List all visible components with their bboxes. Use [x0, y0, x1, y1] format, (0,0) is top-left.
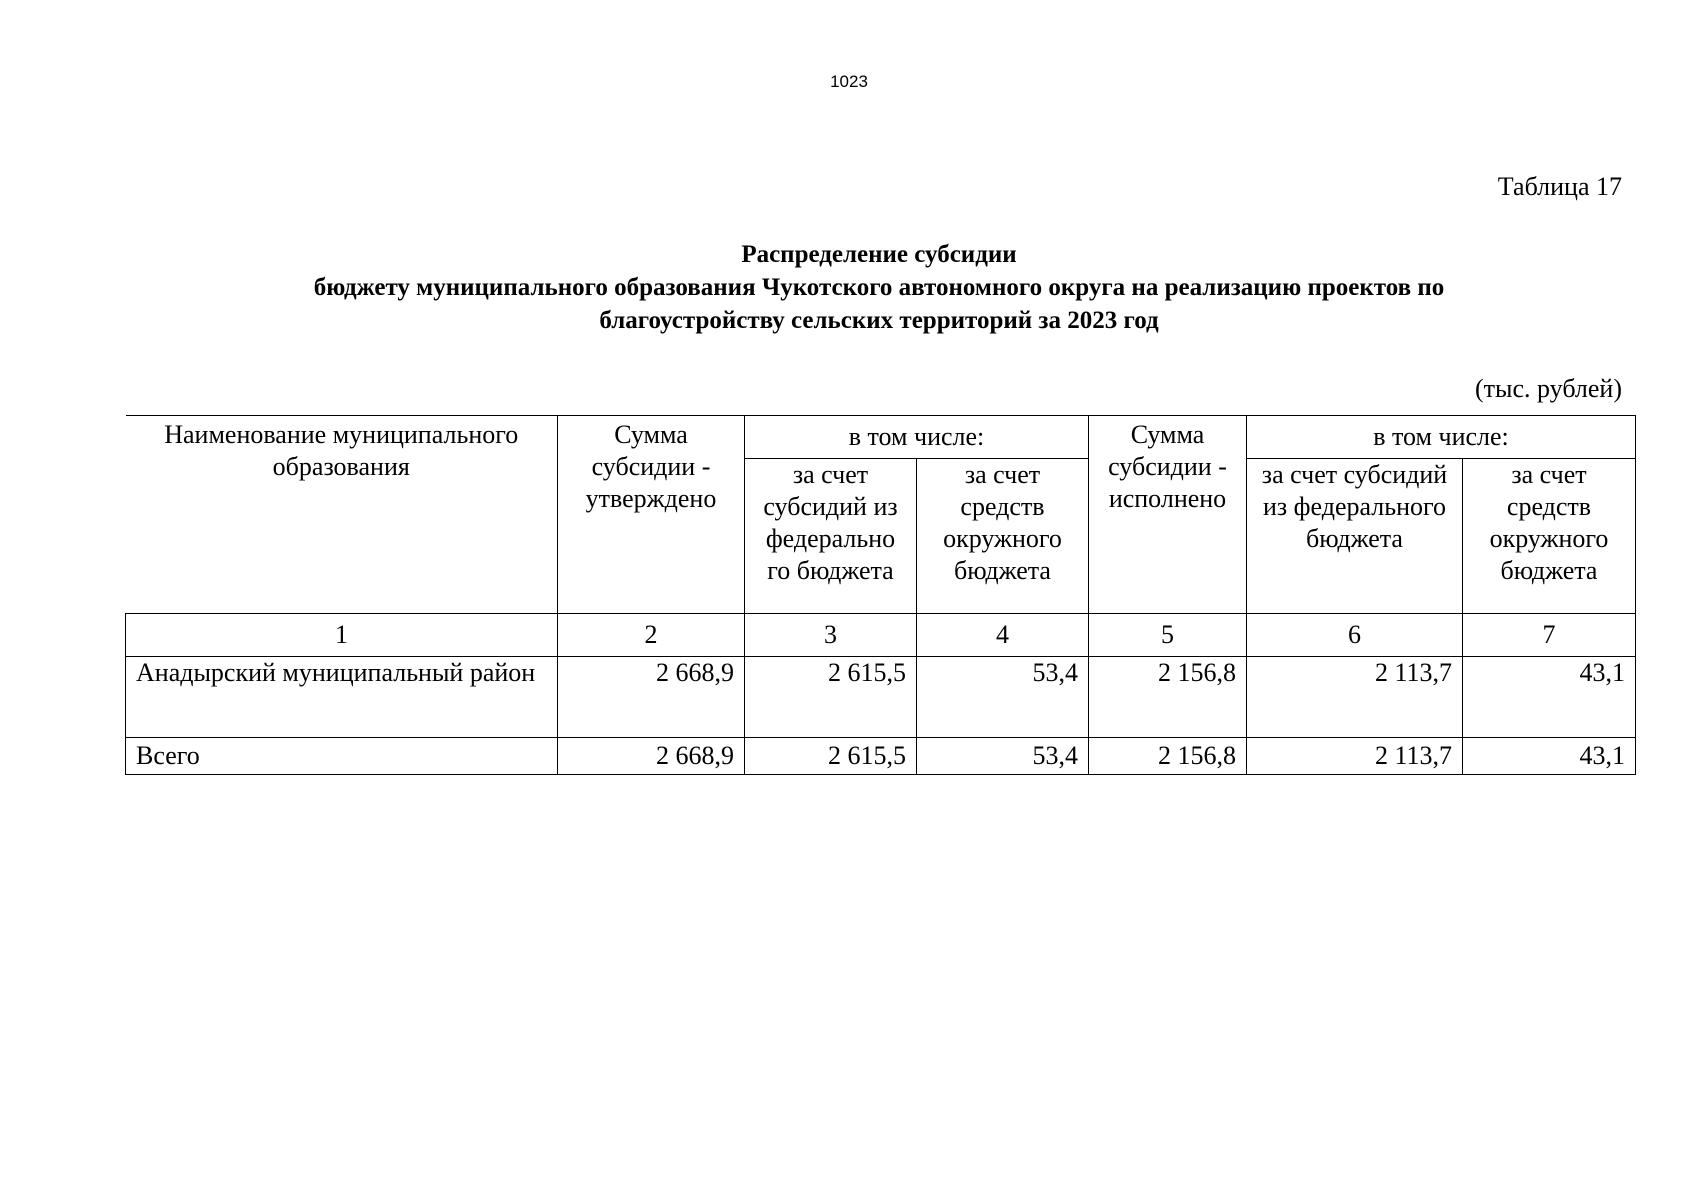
title-line-2: бюджету муниципального образования Чукотского автономного округа на реализацию проектов по — [313, 274, 1445, 301]
total-row — [126, 738, 1636, 775]
header-approved: Сумма субсидии - утверждено — [558, 416, 745, 614]
executed-value: 2 156,8 — [1089, 657, 1247, 738]
total-approved: 2 668,9 — [558, 738, 745, 775]
total-fed-1: 2 615,5 — [745, 738, 917, 775]
okrug-1-value: 53,4 — [917, 657, 1089, 738]
title-line-1: Распределение субсидии — [741, 241, 1017, 268]
total-label: Всего — [126, 738, 558, 775]
column-number: 5 — [1089, 614, 1247, 657]
units-label: (тыс. рублей) — [1474, 374, 1622, 403]
header-fed-2: за счет субсидий из федерального бюджета — [1247, 459, 1463, 614]
header-including-1: в том числе: — [745, 416, 1089, 459]
column-number: 4 — [917, 614, 1089, 657]
column-number-row — [126, 614, 1636, 657]
header-row-1 — [126, 416, 1636, 459]
column-number: 2 — [558, 614, 745, 657]
municipality-name: Анадырский муниципальный район — [126, 657, 558, 738]
okrug-2-value: 43,1 — [1463, 657, 1636, 738]
table-label: Таблица 17 — [1497, 172, 1622, 201]
header-executed: Сумма субсидии - исполнено — [1089, 416, 1247, 614]
header-fed-1: за счет субсидий из федерально го бюджета — [745, 459, 917, 614]
approved-value: 2 668,9 — [558, 657, 745, 738]
table-row — [126, 657, 1636, 738]
subsidy-table — [125, 415, 1636, 775]
title-line-3: благоустройству сельских территорий за 2023 год — [599, 307, 1159, 334]
column-number: 6 — [1247, 614, 1463, 657]
total-executed: 2 156,8 — [1089, 738, 1247, 775]
document-title — [160, 238, 1598, 337]
fed-2-value: 2 113,7 — [1247, 657, 1463, 738]
column-number: 3 — [745, 614, 917, 657]
total-okrug-1: 53,4 — [917, 738, 1089, 775]
header-name: Наименование муниципального образования — [126, 416, 558, 614]
header-including-2: в том числе: — [1247, 416, 1636, 459]
total-fed-2: 2 113,7 — [1247, 738, 1463, 775]
column-number: 7 — [1463, 614, 1636, 657]
total-okrug-2: 43,1 — [1463, 738, 1636, 775]
header-okrug-2: за счет средств окружного бюджета — [1463, 459, 1636, 614]
page-number: 1023 — [830, 72, 868, 91]
fed-1-value: 2 615,5 — [745, 657, 917, 738]
column-number: 1 — [126, 614, 558, 657]
header-okrug-1: за счет средств окружного бюджета — [917, 459, 1089, 614]
